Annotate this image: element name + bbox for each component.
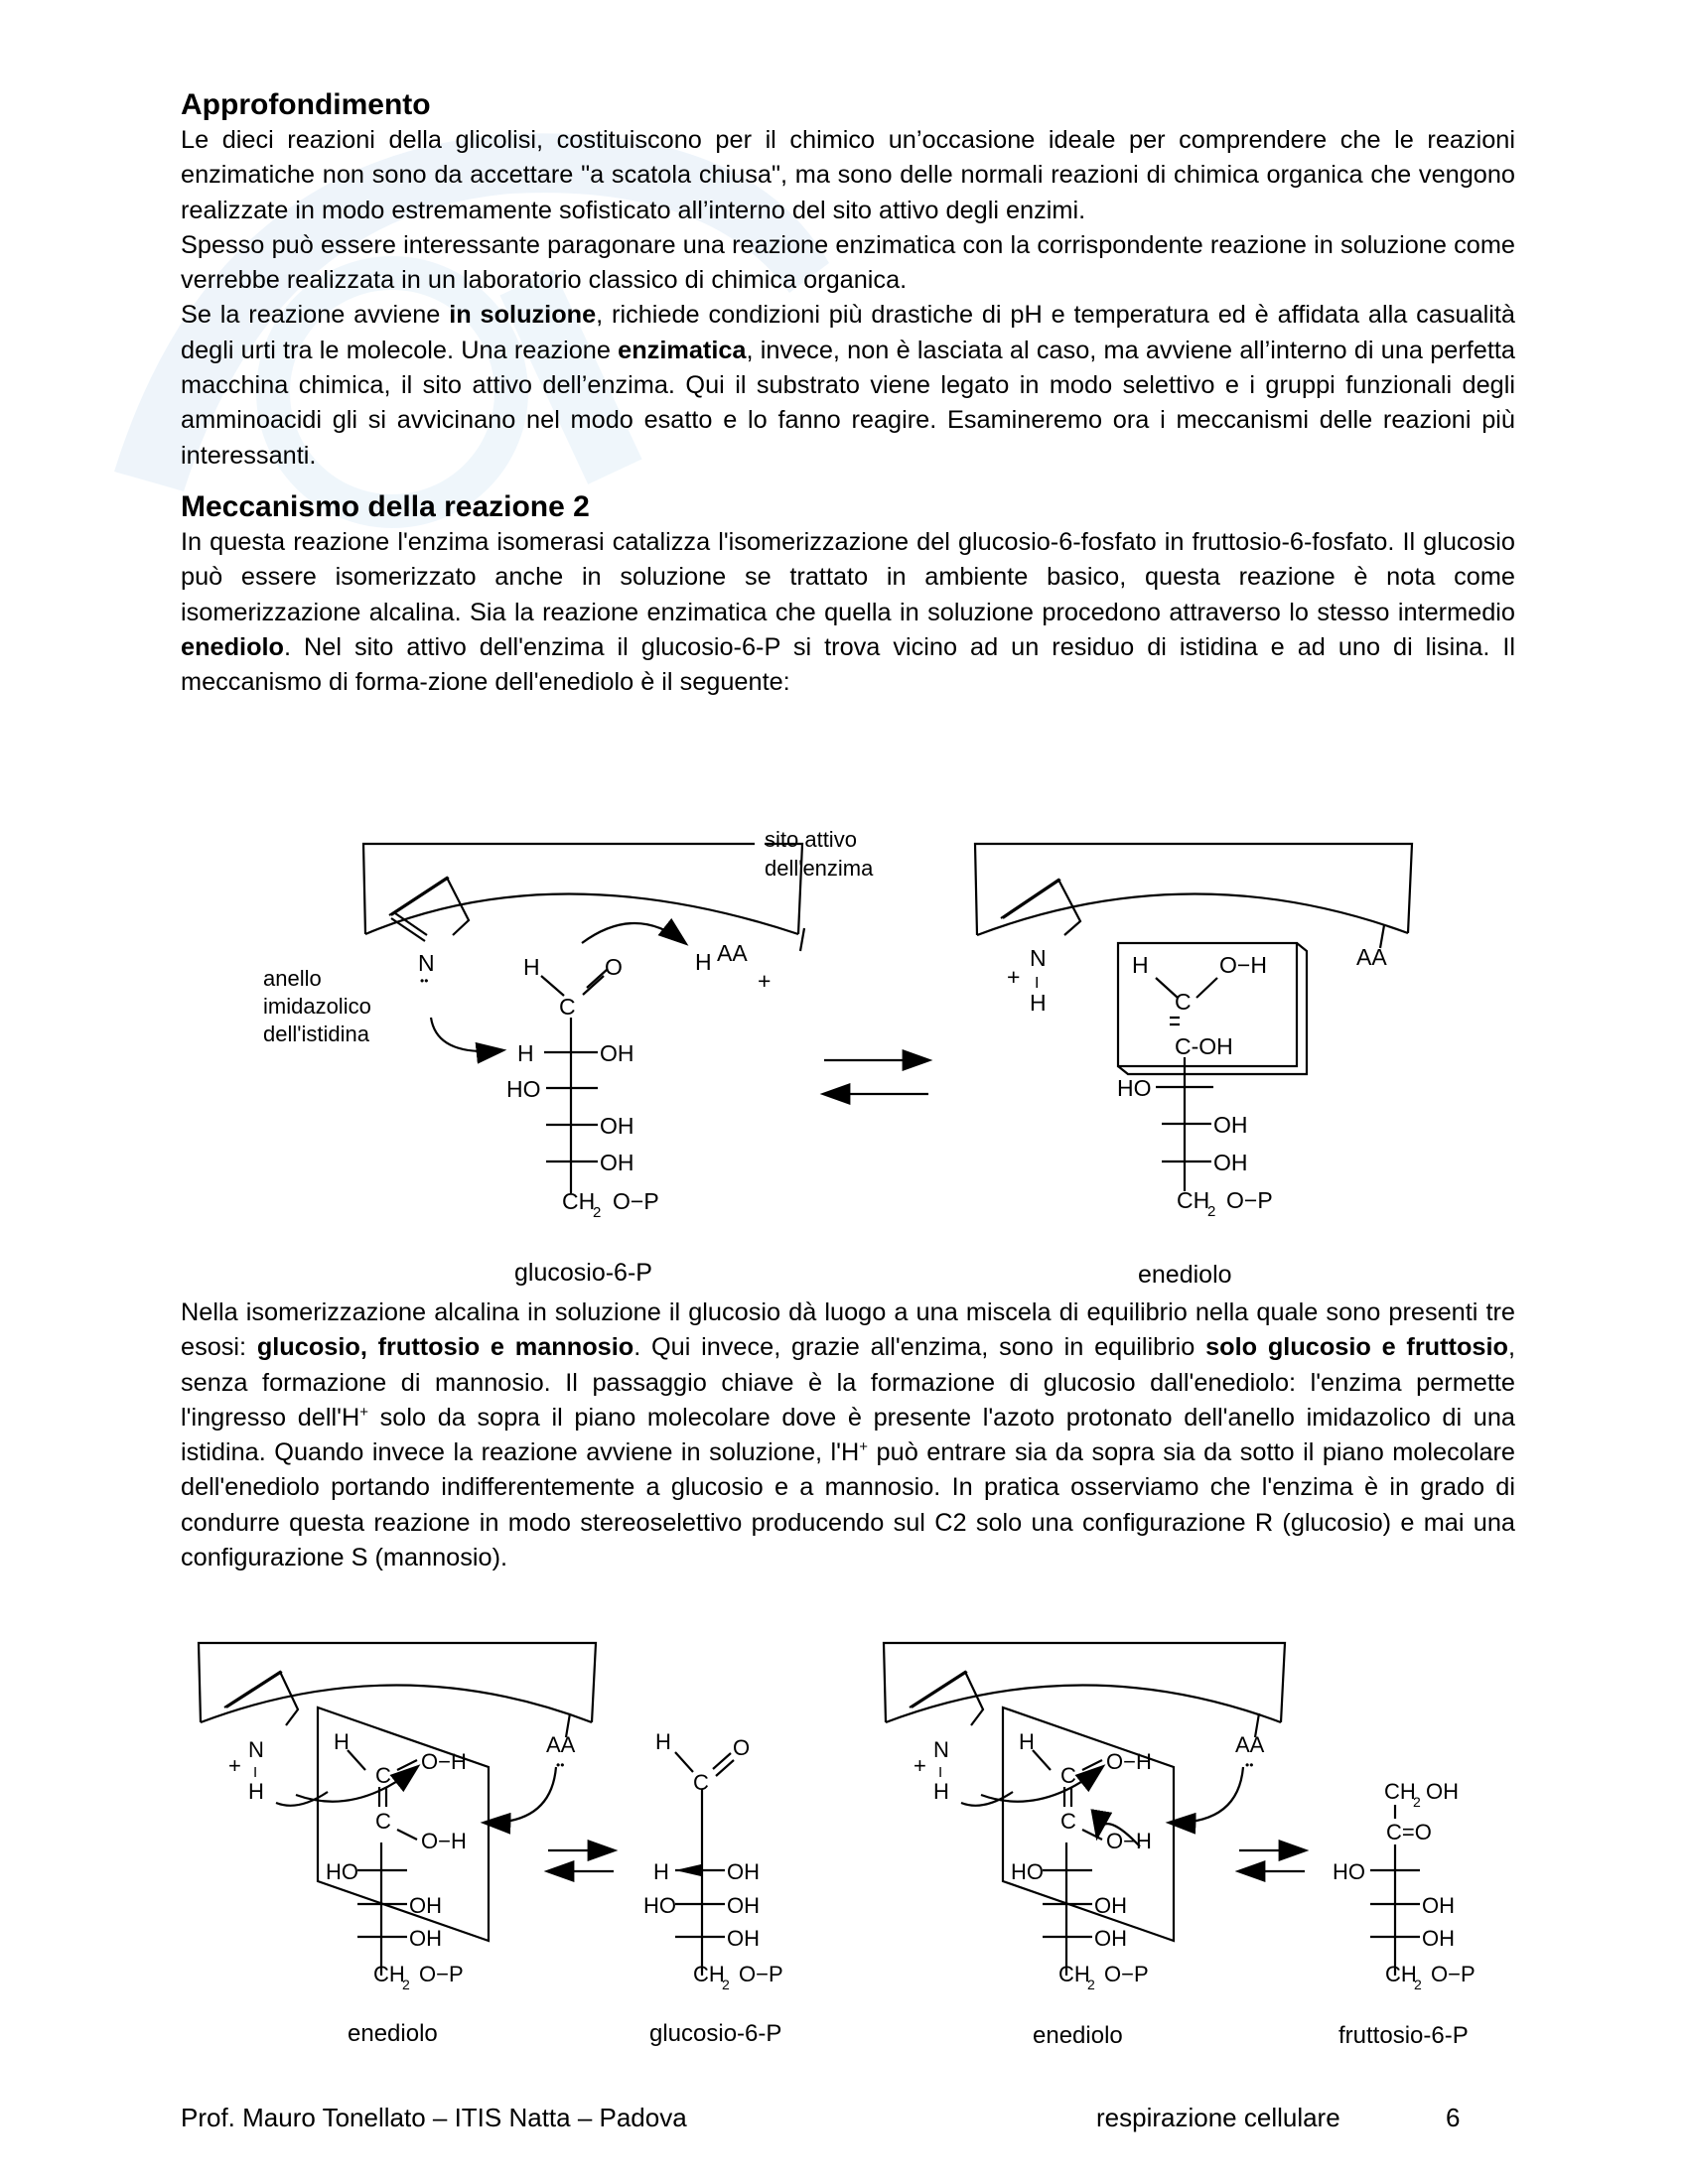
- chem-atom-label: CH: [373, 1962, 405, 1986]
- chem-atom-label: OH: [1422, 1926, 1455, 1951]
- chem-atom-label: OH: [600, 1113, 634, 1139]
- label-active-site: sito attivo: [765, 827, 857, 852]
- chem-atom-label: OH: [409, 1893, 442, 1918]
- paragraph: In questa reazione l'enzima isomerasi catalizza l'isomerizzazione del glucosio-6-fosfato in fruttosio-6-fosfato. Il glucosio può essere isomerizzato anche in soluzione se trattato in ambiente basico, questa reazione è nota come isomerizzazione alcalina. Sia la reazione enzimatica che quella in soluzione procedono attraverso lo stesso intermedio enediolo. Nel sito attivo dell'enzima il glucosio-6-P si trova vicino ad un residuo di istidina e ad uno di lisina. Il meccanismo di forma-zione dell'enediolo è il seguente:: [181, 527, 1515, 697]
- chem-atom-label: AA: [546, 1732, 576, 1757]
- chem-atom-label: O−P: [739, 1962, 783, 1986]
- chem-atom-label: CH: [1385, 1962, 1417, 1986]
- chem-atom-label: HO: [1117, 1075, 1152, 1101]
- chem-atom-label: +: [914, 1753, 926, 1778]
- paragraph: Nella isomerizzazione alcalina in soluzione il glucosio dà luogo a una miscela di equilibrio nella quale sono presenti tre esosi: glucosio, fruttosio e mannosio. Qui invece, grazie all'enzima, sono in equilibrio solo glucosio e fruttosio, senza formazione di mannosio. Il passaggio chiave è la formazione di glucosio dall'enediolo: l'enzima permette l'ingresso dell'H+ solo da sopra il piano molecolare dove è presente l'azoto protonato dell'anello imidazolico di una istidina. Quando invece la reazione avviene in soluzione, l'H+ può entrare sia da sopra sia da sotto il piano molecolare dell'enediolo portando indifferentemente a glucosio e a mannosio. In pratica osserviamo che l'enzima è in grado di condurre questa reazione in modo stereoselettivo producendo sul C2 solo una configurazione R (glucosio) e mai una configurazione S (mannosio).: [181, 1298, 1516, 1572]
- paragraph: Spesso può essere interessante paragonare una reazione enzimatica con la corrispondente reazione in soluzione come verrebbe realizzata in un laboratorio classico di chimica organica.: [181, 230, 1515, 295]
- chem-atom-label: H: [1132, 952, 1149, 978]
- chem-atom-label: 2: [722, 1977, 730, 1992]
- chem-atom-label: C=O: [1386, 1820, 1432, 1844]
- footer-topic: respirazione cellulare: [1096, 2103, 1340, 2132]
- chem-atom-label: H: [334, 1729, 350, 1754]
- section-title-approfondimento: Approfondimento: [181, 88, 431, 121]
- chem-atom-label: HO: [506, 1076, 541, 1102]
- caption-enediol: enediolo: [1033, 2022, 1123, 2049]
- chem-atom-label: N: [933, 1737, 949, 1762]
- chem-atom-label: N: [1030, 945, 1047, 971]
- chem-atom-label: 2: [1207, 1203, 1216, 1220]
- chem-atom-label: HO: [326, 1859, 358, 1884]
- chem-atom-label: CH: [1058, 1962, 1090, 1986]
- chem-atom-label: OH: [1094, 1893, 1127, 1918]
- chem-atom-label: HO: [1333, 1859, 1365, 1884]
- chem-atom-label: O−P: [1104, 1962, 1149, 1986]
- chem-atom-label: C: [1175, 989, 1192, 1015]
- chem-atom-label: O−P: [613, 1188, 659, 1214]
- chem-atom-label: C: [375, 1763, 391, 1788]
- chem-atom-label: +: [228, 1753, 241, 1778]
- footer-author: Prof. Mauro Tonellato – ITIS Natta – Padova: [181, 2103, 687, 2132]
- chem-atom-label: CH: [562, 1188, 596, 1214]
- chem-atom-label: OH: [727, 1926, 760, 1951]
- chem-atom-label: O−H: [1106, 1749, 1152, 1774]
- label-imidazole: imidazolico: [263, 994, 371, 1019]
- chem-atom-label: ••: [1245, 1758, 1254, 1772]
- chem-atom-label: O−H: [421, 1829, 467, 1853]
- chem-atom-label: O−P: [419, 1962, 464, 1986]
- page-number: 6: [1446, 2103, 1461, 2132]
- chem-atom-label: C-OH: [1175, 1033, 1233, 1059]
- caption-glucose-6-p: glucosio-6-P: [649, 2020, 782, 2047]
- chem-atom-label: H: [517, 1040, 534, 1066]
- chem-atom-label: OH: [1213, 1150, 1248, 1175]
- section-title-meccanismo: Meccanismo della reazione 2: [181, 489, 590, 523]
- page-content-2: [181, 1296, 1515, 1575]
- caption-enediol: enediolo: [1138, 1261, 1232, 1289]
- chem-atom-label: O: [733, 1735, 751, 1760]
- chem-atom-label: OH: [727, 1893, 760, 1918]
- chem-atom-label: C: [693, 1770, 709, 1795]
- chem-atom-label: 2: [1087, 1977, 1095, 1992]
- chem-atom-label: 2: [1413, 1794, 1421, 1810]
- chem-atom-label: AA: [1235, 1732, 1265, 1757]
- chem-atom-label: AA: [1356, 944, 1387, 970]
- chem-atom-label: H: [933, 1779, 949, 1804]
- chem-atom-label: AA: [717, 940, 748, 966]
- chem-atom-label: O−H: [421, 1749, 467, 1774]
- chem-atom-label: OH: [409, 1926, 442, 1951]
- chem-atom-label: H: [653, 1859, 669, 1884]
- figure-glucose-fructose-formation: [0, 1628, 1688, 2055]
- chem-atom-label: I: [253, 1764, 258, 1781]
- chem-atom-label: O: [605, 954, 623, 980]
- chem-atom-label: OH: [600, 1040, 634, 1066]
- chem-atom-label: O−H: [1219, 952, 1267, 978]
- chem-atom-label: O−H: [1106, 1829, 1152, 1853]
- chem-atom-label: O−P: [1431, 1962, 1476, 1986]
- chem-atom-label: 2: [1414, 1977, 1422, 1992]
- chem-atom-label: OH: [1213, 1112, 1248, 1138]
- chem-atom-label: H: [523, 954, 540, 980]
- chem-atom-label: CH: [1177, 1187, 1210, 1213]
- label-active-site: dell'enzima: [765, 856, 874, 881]
- chem-atom-label: C: [1060, 1763, 1076, 1788]
- chem-atom-label: OH: [727, 1859, 760, 1884]
- caption-fructose-6-p: fruttosio-6-P: [1338, 2022, 1469, 2049]
- chem-atom-label: C: [1060, 1809, 1076, 1834]
- caption-glucose-6-p: glucosio-6-P: [514, 1259, 652, 1287]
- chem-atom-label: H: [1030, 990, 1047, 1016]
- chem-atom-label: I: [1035, 975, 1040, 992]
- chem-atom-label: HO: [1011, 1859, 1044, 1884]
- chem-atom-label: H: [1019, 1729, 1035, 1754]
- page-content: [181, 87, 1515, 700]
- chem-atom-label: ••: [556, 1758, 565, 1772]
- chem-atom-label: OH: [1426, 1779, 1459, 1804]
- chem-atom-label: C: [559, 994, 576, 1020]
- chem-atom-label: 2: [593, 1204, 602, 1221]
- chem-atom-label: H: [695, 949, 712, 975]
- paragraph: Se la reazione avviene in soluzione, richiede condizioni più drastiche di pH e temperatura ed è affidata alla casualità degli urti tra le molecole. Una reazione enzimatica, invece, non è lasciata al caso, ma avviene all’interno di una perfetta macchina chimica, il sito attivo dell’enzima. Qui il substrato viene legato in modo selettivo e i gruppi funzionali degli amminoacidi gli si avvicinano nel modo esatto e lo fanno reagire. Esamineremo ora i meccanismi delle reazioni più interessanti.: [181, 301, 1515, 470]
- chem-atom-label: OH: [1422, 1893, 1455, 1918]
- chem-atom-label: H: [248, 1779, 264, 1804]
- label-imidazole: anello: [263, 966, 322, 991]
- caption-enediol: enediolo: [348, 2020, 438, 2047]
- chem-atom-label: N: [248, 1737, 264, 1762]
- chem-atom-label: HO: [643, 1893, 676, 1918]
- paragraph: Le dieci reazioni della glicolisi, costituiscono per il chimico un’occasione ideale per comprendere che le reazioni enzimatiche non sono da accettare "a scatola chiusa", ma sono delle normali reazioni di chimica organica che vengono realizzate in modo estremamente sofisticato all’interno del sito attivo degli enzimi.: [181, 126, 1515, 224]
- chem-atom-label: OH: [1094, 1926, 1127, 1951]
- chem-atom-label: +: [1007, 964, 1021, 990]
- chem-atom-label: O−P: [1226, 1187, 1273, 1213]
- chem-atom-label: CH: [1384, 1779, 1416, 1804]
- wedge-bond: [675, 1864, 701, 1876]
- label-imidazole: dell'istidina: [263, 1022, 369, 1046]
- chem-atom-label: CH: [693, 1962, 725, 1986]
- chem-atom-label: 2: [402, 1977, 410, 1992]
- figure-enediol-formation: [0, 814, 1688, 1310]
- chem-atom-label: N: [418, 950, 435, 976]
- chem-atom-label: +: [758, 968, 772, 994]
- chem-atom-label: H: [655, 1729, 671, 1754]
- chem-atom-label: C: [375, 1809, 391, 1834]
- chem-atom-label: ••: [420, 974, 429, 988]
- chem-atom-label: OH: [600, 1150, 634, 1175]
- chem-atom-label: I: [938, 1764, 943, 1781]
